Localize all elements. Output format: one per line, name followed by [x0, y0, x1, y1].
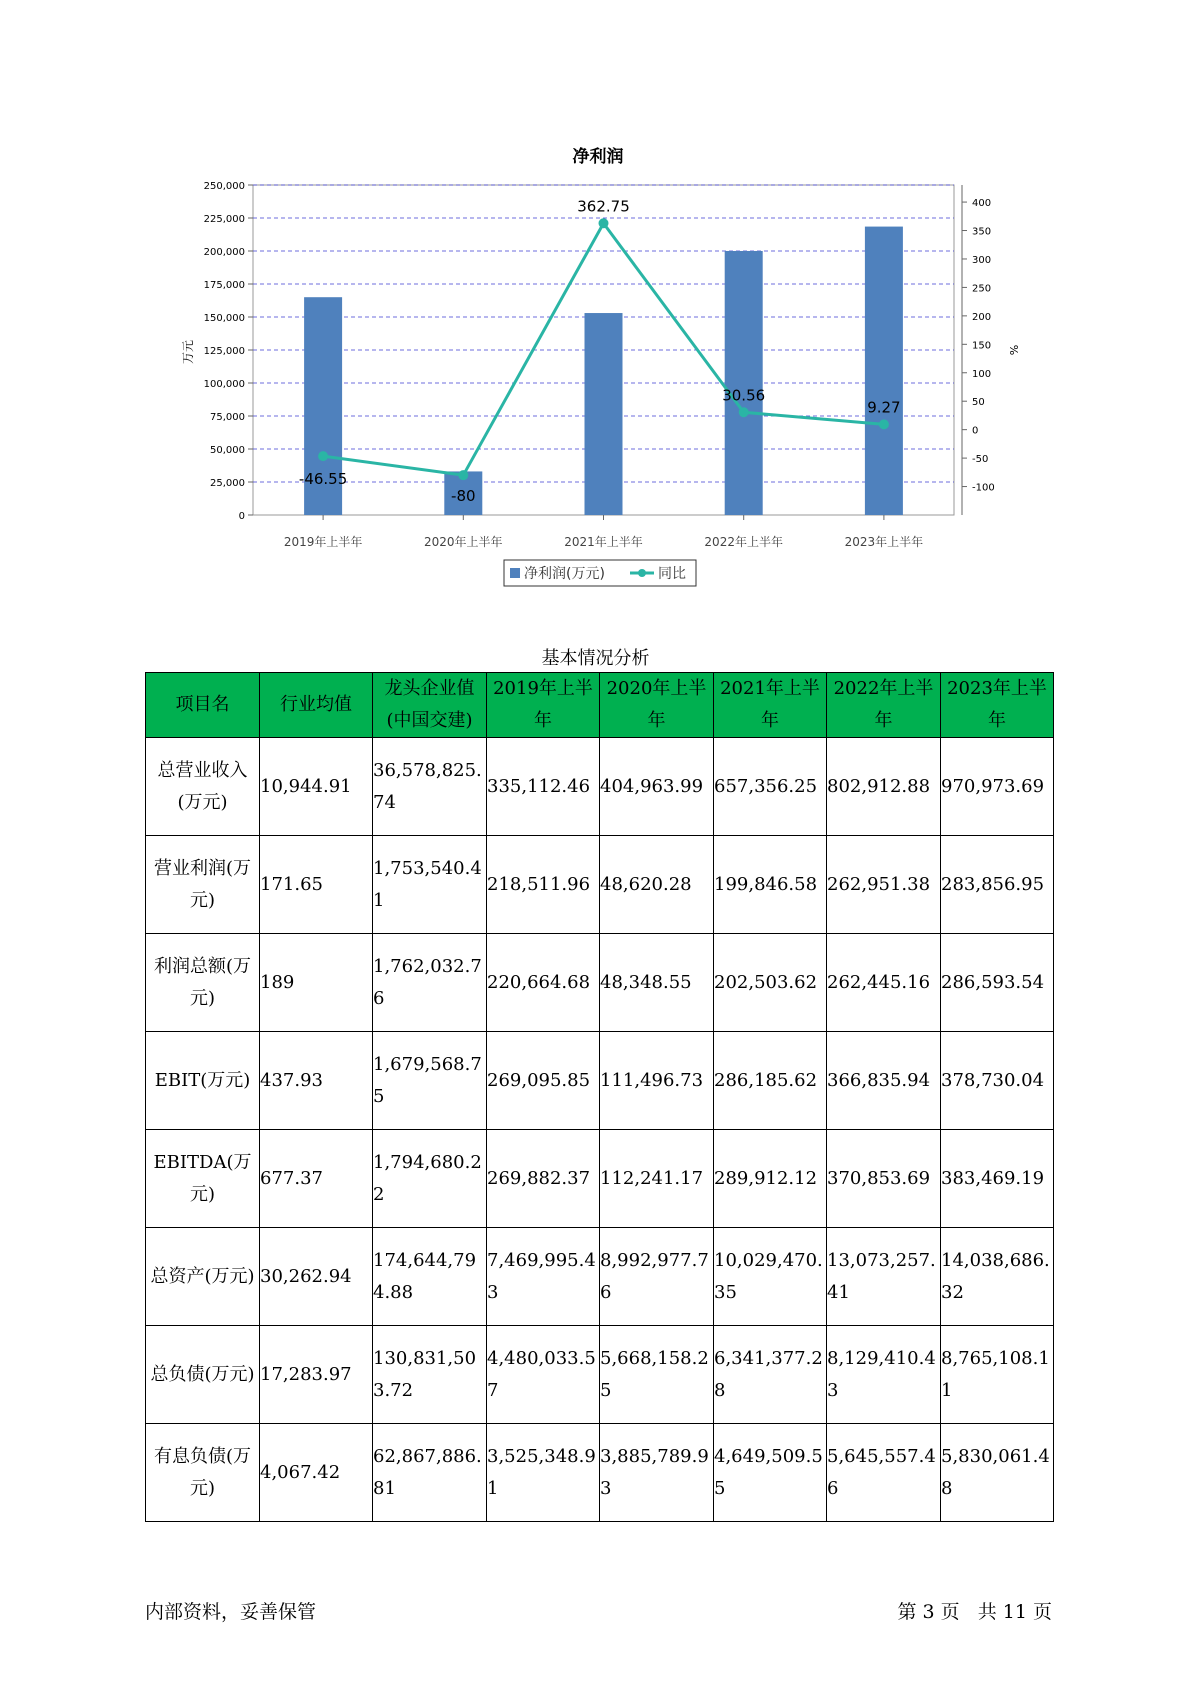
table-cell: 677.37	[260, 1130, 373, 1228]
table-cell: 4,067.42	[260, 1424, 373, 1522]
row-label: 总营业收入(万元)	[146, 738, 260, 836]
table-cell: 5,668,158.25	[600, 1326, 714, 1424]
yoy-point	[458, 470, 468, 480]
y-tick-label: 150,000	[203, 313, 245, 324]
table-row	[146, 934, 1054, 1032]
table-cell: 4,649,509.55	[714, 1424, 827, 1522]
table-cell: 289,912.12	[714, 1130, 827, 1228]
right-axis-label: %	[1007, 344, 1020, 356]
table-row	[146, 836, 1054, 934]
table-cell: 1,753,540.41	[373, 836, 487, 934]
row-label: 总负债(万元)	[146, 1326, 260, 1424]
right-tick-label: 100	[972, 368, 992, 380]
table-cell: 48,348.55	[600, 934, 714, 1032]
table-cell: 283,856.95	[941, 836, 1054, 934]
row-label: 有息负债(万元)	[146, 1424, 260, 1522]
bar-net-profit	[585, 313, 623, 515]
chart-title: 净利润	[572, 147, 624, 167]
net-profit-chart	[0, 0, 1191, 600]
table-row	[146, 1228, 1054, 1326]
table-cell: 970,973.69	[941, 738, 1054, 836]
table-cell: 36,578,825.74	[373, 738, 487, 836]
row-label: EBIT(万元)	[146, 1032, 260, 1130]
legend-bar-label: 净利润(万元)	[524, 566, 605, 582]
yoy-point	[599, 218, 609, 228]
row-label: 利润总额(万元)	[146, 934, 260, 1032]
table-cell: 262,445.16	[827, 934, 941, 1032]
table-cell: 218,511.96	[487, 836, 600, 934]
table-cell: 13,073,257.41	[827, 1228, 941, 1326]
table-row	[146, 1130, 1054, 1228]
table-cell: 335,112.46	[487, 738, 600, 836]
bar-net-profit	[725, 251, 763, 515]
table-cell: 802,912.88	[827, 738, 941, 836]
row-label: 总资产(万元)	[146, 1228, 260, 1326]
yoy-point	[739, 407, 749, 417]
page-number: 第 3 页 共 11 页	[897, 1601, 1052, 1623]
table-cell: 171.65	[260, 836, 373, 934]
table-cell: 30,262.94	[260, 1228, 373, 1326]
table-cell: 189	[260, 934, 373, 1032]
table-row	[146, 1032, 1054, 1130]
right-tick-label: 50	[972, 397, 985, 409]
table-cell: 383,469.19	[941, 1130, 1054, 1228]
table-cell: 48,620.28	[600, 836, 714, 934]
table-cell: 437.93	[260, 1032, 373, 1130]
header-cell: 行业均值	[260, 673, 373, 738]
table-cell: 370,853.69	[827, 1130, 941, 1228]
right-tick-label: 400	[972, 198, 992, 210]
y-tick-label: 100,000	[203, 379, 245, 390]
yoy-point	[318, 451, 328, 461]
y-tick-label: 75,000	[210, 412, 245, 423]
table-cell: 1,762,032.76	[373, 934, 487, 1032]
table-caption: 基本情况分析	[541, 648, 650, 669]
right-tick-label: 200	[972, 311, 992, 323]
table-cell: 8,992,977.76	[600, 1228, 714, 1326]
table-cell: 130,831,503.72	[373, 1326, 487, 1424]
y-tick-label: 225,000	[203, 214, 245, 225]
header-cell: 2023年上半年	[941, 673, 1054, 738]
legend-bar-swatch	[510, 568, 520, 578]
right-tick-label: 350	[972, 226, 992, 238]
y-tick-label: 25,000	[210, 478, 245, 489]
table-cell: 269,882.37	[487, 1130, 600, 1228]
yoy-data-label: -46.55	[298, 470, 348, 489]
right-tick-label: 300	[972, 254, 992, 266]
row-label: EBITDA(万元)	[146, 1130, 260, 1228]
y-tick-label: 125,000	[203, 346, 245, 357]
yoy-point	[879, 419, 889, 429]
basic-analysis-table	[145, 672, 1054, 1522]
table-cell: 286,593.54	[941, 934, 1054, 1032]
y-tick-label: 50,000	[210, 445, 245, 456]
header-cell: 龙头企业值(中国交建)	[373, 673, 487, 738]
table-cell: 111,496.73	[600, 1032, 714, 1130]
y-tick-label: 250,000	[203, 181, 245, 192]
table-cell: 404,963.99	[600, 738, 714, 836]
table-cell: 174,644,794.88	[373, 1228, 487, 1326]
table-cell: 10,944.91	[260, 738, 373, 836]
table-cell: 14,038,686.32	[941, 1228, 1054, 1326]
yoy-data-label: 30.56	[722, 386, 766, 405]
table-cell: 112,241.17	[600, 1130, 714, 1228]
table-cell: 269,095.85	[487, 1032, 600, 1130]
table-cell: 17,283.97	[260, 1326, 373, 1424]
header-cell: 项目名	[146, 673, 260, 738]
table-row	[146, 1424, 1054, 1522]
y-tick-label: 175,000	[203, 280, 245, 291]
yoy-data-label: 362.75	[577, 197, 630, 216]
right-tick-label: 250	[972, 283, 992, 295]
table-cell: 3,525,348.91	[487, 1424, 600, 1522]
right-tick-label: -50	[972, 454, 989, 466]
x-tick-label: 2023年上半年	[844, 535, 924, 549]
table-cell: 1,794,680.22	[373, 1130, 487, 1228]
header-cell: 2019年上半年	[487, 673, 600, 738]
table-cell: 262,951.38	[827, 836, 941, 934]
confidential-note: 内部资料，妥善保管	[145, 1601, 317, 1623]
right-tick-label: 150	[972, 340, 992, 352]
table-cell: 4,480,033.57	[487, 1326, 600, 1424]
table-cell: 8,129,410.43	[827, 1326, 941, 1424]
table-cell: 657,356.25	[714, 738, 827, 836]
table-cell: 378,730.04	[941, 1032, 1054, 1130]
table-cell: 220,664.68	[487, 934, 600, 1032]
table-cell: 366,835.94	[827, 1032, 941, 1130]
right-tick-label: -100	[972, 482, 995, 494]
y-axis-label: 万元	[181, 339, 195, 365]
x-tick-label: 2022年上半年	[704, 535, 783, 549]
row-label: 营业利润(万元)	[146, 836, 260, 934]
bar-net-profit	[865, 227, 903, 515]
header-cell: 2021年上半年	[714, 673, 827, 738]
table-cell: 62,867,886.81	[373, 1424, 487, 1522]
table-cell: 5,830,061.48	[941, 1424, 1054, 1522]
table-cell: 7,469,995.43	[487, 1228, 600, 1326]
y-tick-label: 0	[238, 511, 245, 522]
table-cell: 286,185.62	[714, 1032, 827, 1130]
header-cell: 2022年上半年	[827, 673, 941, 738]
table-cell: 8,765,108.11	[941, 1326, 1054, 1424]
y-tick-label: 200,000	[203, 247, 245, 258]
table-cell: 5,645,557.46	[827, 1424, 941, 1522]
table-cell: 10,029,470.35	[714, 1228, 827, 1326]
table-cell: 202,503.62	[714, 934, 827, 1032]
table-cell: 1,679,568.75	[373, 1032, 487, 1130]
x-tick-label: 2020年上半年	[424, 535, 503, 549]
right-tick-label: 0	[972, 425, 979, 437]
table-cell: 3,885,789.93	[600, 1424, 714, 1522]
table-header-row	[146, 673, 1054, 738]
table-row	[146, 738, 1054, 836]
legend-line-marker	[638, 569, 646, 577]
x-tick-label: 2021年上半年	[564, 535, 643, 549]
legend-line-label: 同比	[658, 566, 686, 582]
yoy-data-label: 9.27	[867, 398, 901, 417]
table-cell: 6,341,377.28	[714, 1326, 827, 1424]
yoy-data-label: -80	[451, 487, 476, 506]
chart-canvas	[0, 0, 1191, 600]
table-cell: 199,846.58	[714, 836, 827, 934]
table-row	[146, 1326, 1054, 1424]
header-cell: 2020年上半年	[600, 673, 714, 738]
x-tick-label: 2019年上半年	[283, 535, 363, 549]
